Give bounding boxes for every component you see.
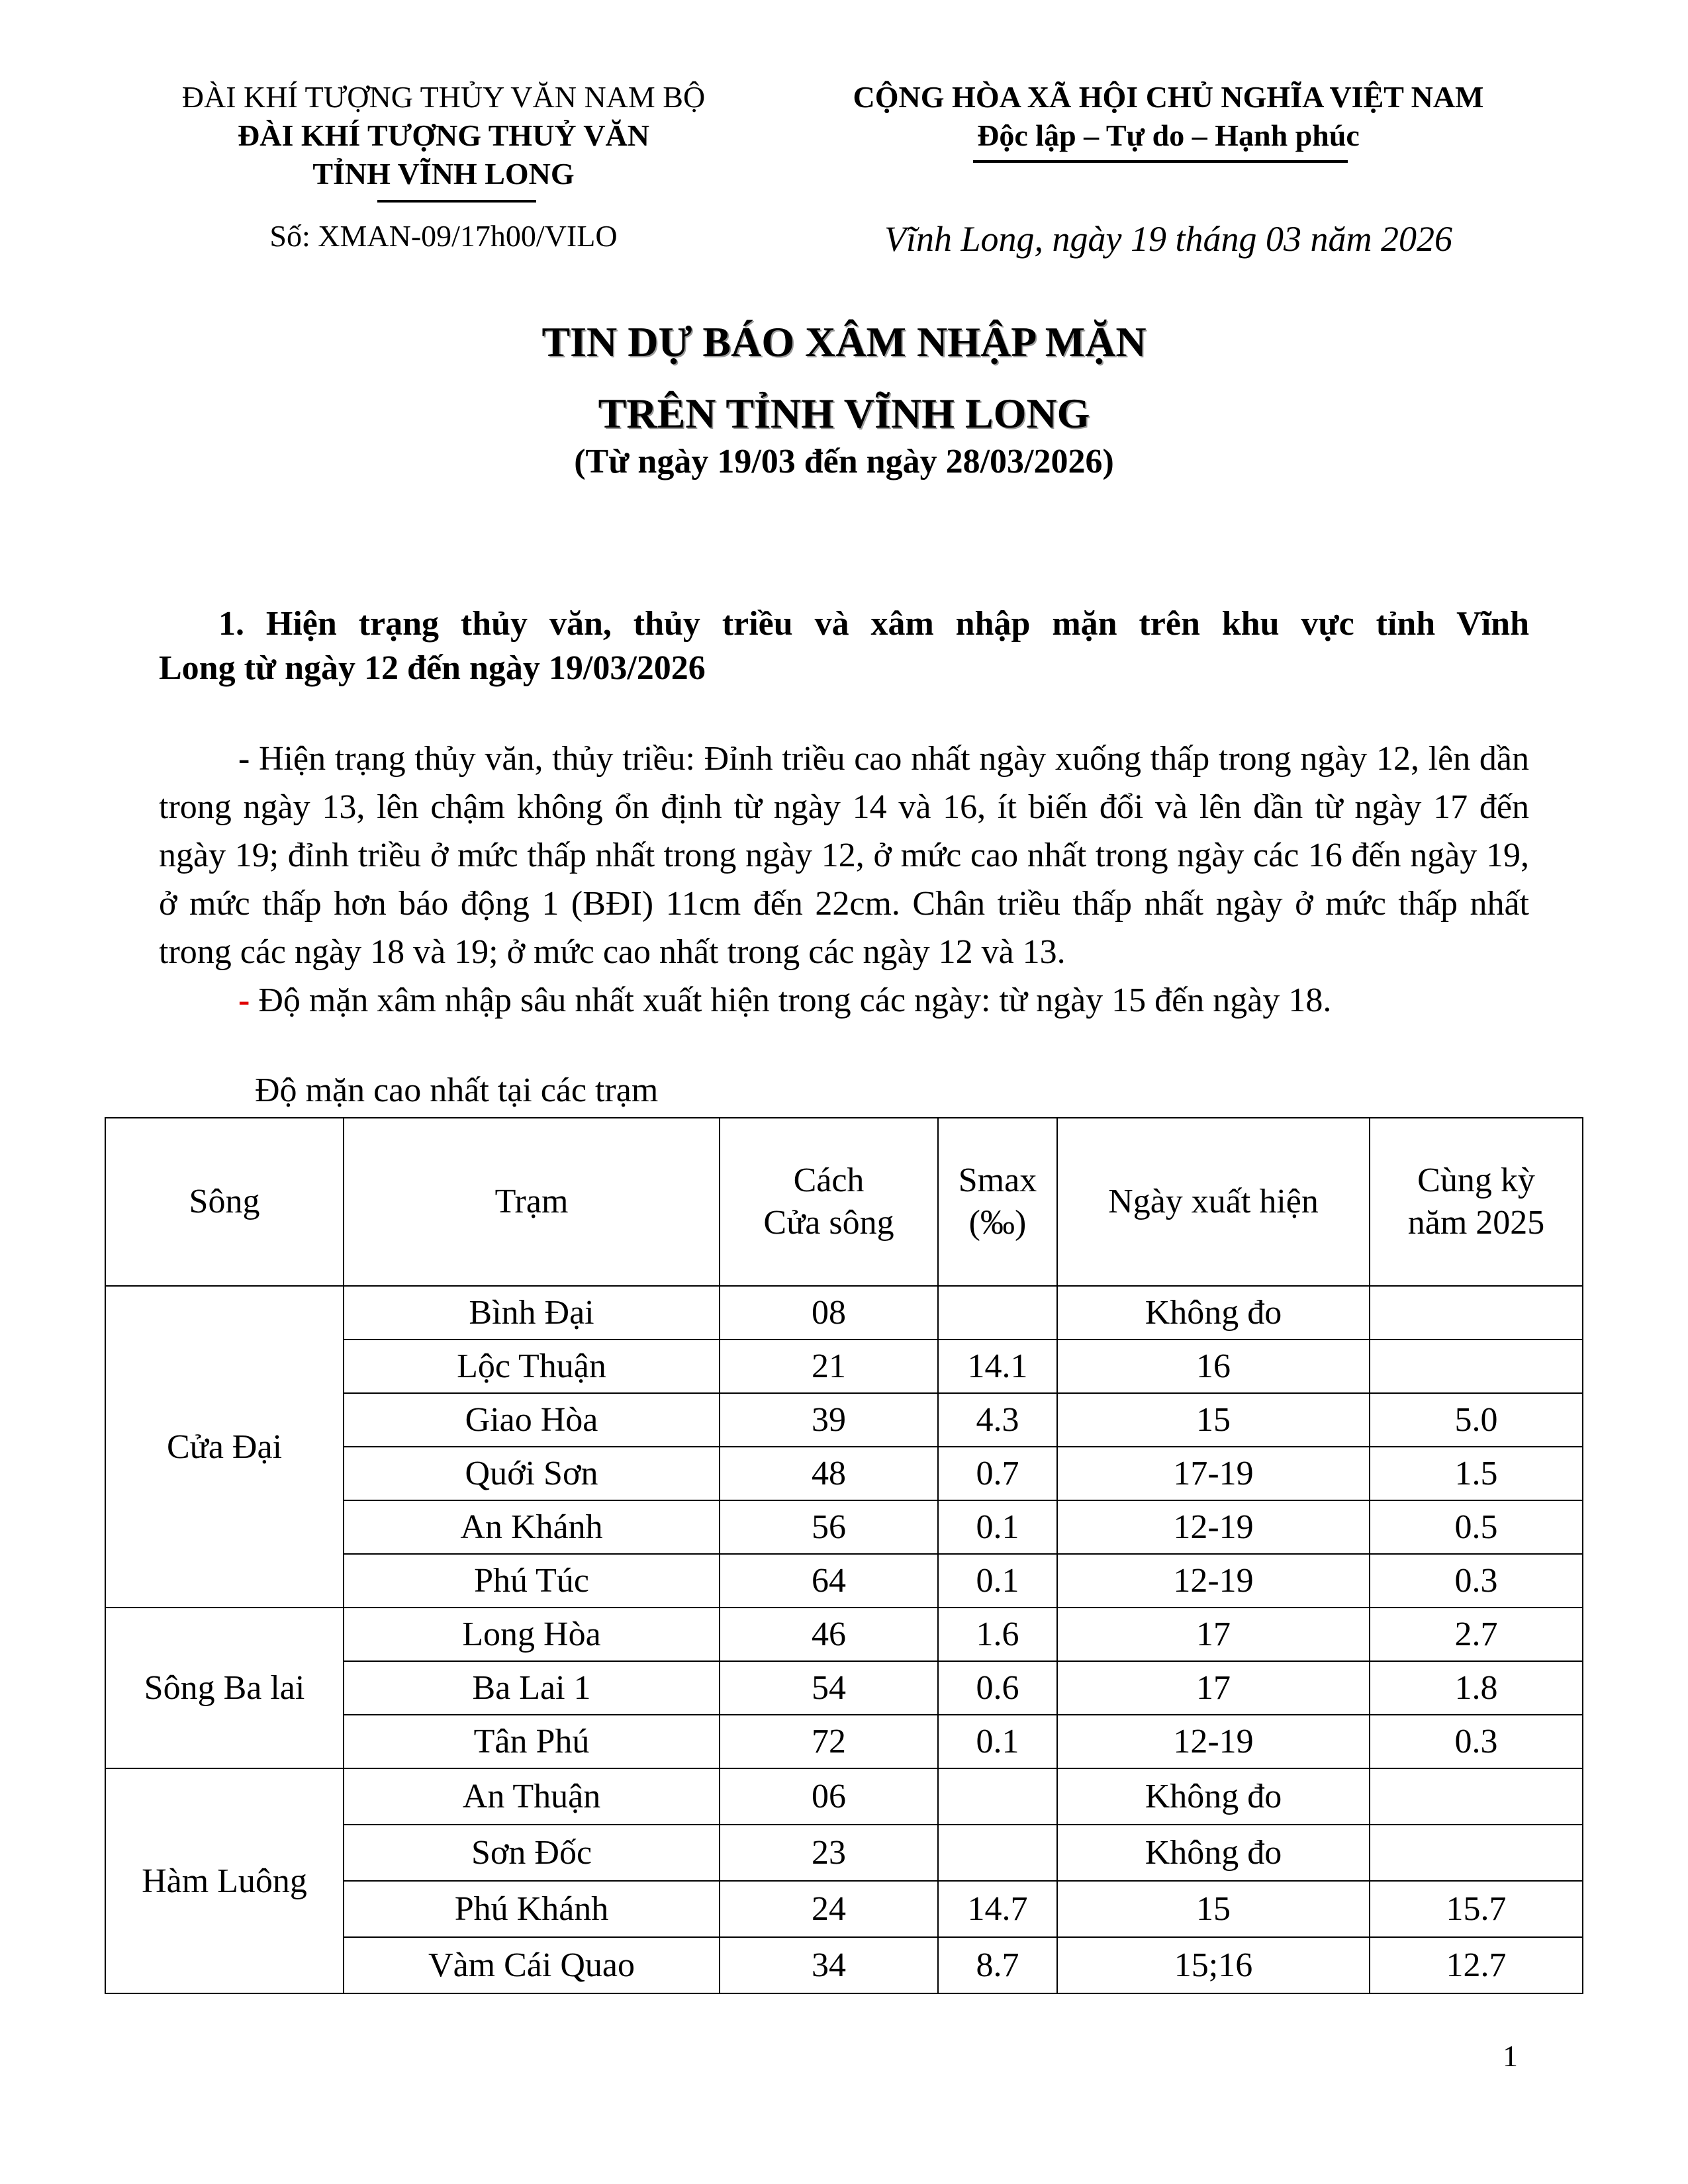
bullet-marker: -: [238, 740, 250, 778]
document-number: Số: XMAN-09/17h00/VILO: [269, 219, 618, 253]
header-date: Ngày xuất hiện: [1057, 1118, 1370, 1286]
bullet-marker-red: -: [238, 981, 250, 1019]
agency-name-line1: ĐÀI KHÍ TƯỢNG THUỶ VĂN: [238, 118, 649, 152]
distance-cell: 39: [720, 1393, 938, 1447]
table-row: [105, 1768, 1583, 1825]
prev-cell: 5.0: [1370, 1393, 1583, 1447]
distance-cell: 46: [720, 1608, 938, 1661]
salinity-status: [159, 976, 1529, 1024]
smax-cell: [938, 1768, 1057, 1825]
smax-cell: [938, 1825, 1057, 1881]
date-cell: 17-19: [1057, 1447, 1370, 1500]
station-cell: Long Hòa: [344, 1608, 720, 1661]
prev-cell: 1.8: [1370, 1661, 1583, 1715]
prev-cell: 0.5: [1370, 1500, 1583, 1554]
smax-cell: 0.7: [938, 1447, 1057, 1500]
agency-parent: ĐÀI KHÍ TƯỢNG THỦY VĂN NAM BỘ: [181, 80, 706, 114]
date-cell: 15: [1057, 1393, 1370, 1447]
river-cell: Sông Ba lai: [105, 1608, 344, 1768]
station-cell: Quới Sơn: [344, 1447, 720, 1500]
header-prev-l1: Cùng kỳ: [1417, 1161, 1535, 1199]
motto-underline: [973, 160, 1348, 163]
header-previous-year: [1370, 1118, 1583, 1286]
agency-block: [126, 78, 761, 193]
station-cell: Giao Hòa: [344, 1393, 720, 1447]
distance-cell: 21: [720, 1340, 938, 1393]
distance-cell: 08: [720, 1286, 938, 1340]
date-cell: 15;16: [1057, 1937, 1370, 1993]
date-cell: Không đo: [1057, 1825, 1370, 1881]
header-distance-l1: Cách: [793, 1161, 865, 1199]
smax-cell: 14.1: [938, 1340, 1057, 1393]
smax-cell: [938, 1286, 1057, 1340]
salinity-status-text: Độ mặn xâm nhập sâu nhất xuất hiện trong các ngày: từ ngày 15 đến ngày 18.: [258, 981, 1332, 1019]
prev-cell: [1370, 1768, 1583, 1825]
distance-cell: 54: [720, 1661, 938, 1715]
hydro-status-text: Hiện trạng thủy văn, thủy triều: Đỉnh triều cao nhất ngày xuống thấp trong ngày 12, lên dần trong ngày 13, lên chậm không ổn định từ ngày 14 và 16, ít biến đổi và lên dần từ ngày 17 đến ngày 19; đỉnh triều ở mức thấp nhất trong ngày 12, ở mức cao nhất trong ngày các 16 đến ngày 19, ở mức thấp hơn báo động 1 (BĐI) 11cm đến 22cm. Chân triều thấp nhất ngày ở mức thấp nhất trong các ngày 18 và 19; ở mức cao nhất trong các ngày 12 và 13.: [159, 740, 1529, 971]
date-cell: Không đo: [1057, 1286, 1370, 1340]
station-cell: Lộc Thuận: [344, 1340, 720, 1393]
header-distance: [720, 1118, 938, 1286]
date-cell: 12-19: [1057, 1500, 1370, 1554]
hydro-status: [159, 735, 1529, 976]
distance-cell: 48: [720, 1447, 938, 1500]
header-smax: [938, 1118, 1057, 1286]
section-heading-text: 1. Hiện trạng thủy văn, thủy triều và xâm nhập mặn trên khu vực tỉnh Vĩnh: [218, 605, 1529, 643]
distance-cell: 24: [720, 1881, 938, 1937]
header-distance-l2: Cửa sông: [763, 1204, 894, 1242]
document-title-line1: TIN DỰ BÁO XÂM NHẬP MẶN: [541, 318, 1147, 365]
table-row: [105, 1608, 1583, 1661]
header-smax-l1: Smax: [958, 1161, 1037, 1199]
smax-cell: 0.6: [938, 1661, 1057, 1715]
salinity-table: [105, 1117, 1583, 1994]
smax-cell: 1.6: [938, 1608, 1057, 1661]
agency-name-line2: TỈNH VĨNH LONG: [312, 157, 575, 191]
smax-cell: 0.1: [938, 1715, 1057, 1768]
smax-cell: 14.7: [938, 1881, 1057, 1937]
header-prev-l2: năm 2025: [1407, 1204, 1545, 1242]
prev-cell: [1370, 1825, 1583, 1881]
date-cell: 12-19: [1057, 1715, 1370, 1768]
prev-cell: 2.7: [1370, 1608, 1583, 1661]
distance-cell: 34: [720, 1937, 938, 1993]
station-cell: Ba Lai 1: [344, 1661, 720, 1715]
station-cell: Phú Khánh: [344, 1881, 720, 1937]
place-and-date: Vĩnh Long, ngày 19 tháng 03 năm 2026: [884, 219, 1452, 259]
distance-cell: 56: [720, 1500, 938, 1554]
date-cell: 12-19: [1057, 1554, 1370, 1608]
section-heading-line1: [159, 600, 1529, 649]
prev-cell: [1370, 1340, 1583, 1393]
national-header: [761, 78, 1575, 155]
river-cell: Cửa Đại: [105, 1286, 344, 1608]
country-name: CỘNG HÒA XÃ HỘI CHỦ NGHĨA VIỆT NAM: [853, 80, 1484, 114]
station-cell: Phú Túc: [344, 1554, 720, 1608]
station-cell: Sơn Đốc: [344, 1825, 720, 1881]
page-number: 1: [1503, 2039, 1518, 2073]
date-cell: 15: [1057, 1881, 1370, 1937]
prev-cell: 1.5: [1370, 1447, 1583, 1500]
prev-cell: 15.7: [1370, 1881, 1583, 1937]
table-row: [105, 1286, 1583, 1340]
hydro-paragraph: [159, 735, 1529, 1024]
distance-cell: 23: [720, 1825, 938, 1881]
national-motto: Độc lập – Tự do – Hạnh phúc: [977, 118, 1360, 152]
header-station: Trạm: [344, 1118, 720, 1286]
station-cell: An Khánh: [344, 1500, 720, 1554]
table-caption: Độ mặn cao nhất tại các trạm: [255, 1071, 659, 1109]
distance-cell: 06: [720, 1768, 938, 1825]
distance-cell: 72: [720, 1715, 938, 1768]
prev-cell: 12.7: [1370, 1937, 1583, 1993]
header-river: Sông: [105, 1118, 344, 1286]
smax-cell: 0.1: [938, 1554, 1057, 1608]
smax-cell: 0.1: [938, 1500, 1057, 1554]
section-heading-line2: Long từ ngày 12 đến ngày 19/03/2026: [159, 649, 706, 687]
station-cell: Vàm Cái Quao: [344, 1937, 720, 1993]
header-smax-l2: (‰): [968, 1204, 1027, 1242]
date-cell: 16: [1057, 1340, 1370, 1393]
date-cell: 17: [1057, 1608, 1370, 1661]
date-cell: 17: [1057, 1661, 1370, 1715]
station-cell: Tân Phú: [344, 1715, 720, 1768]
document-title-line2: TRÊN TỈNH VĨNH LONG: [598, 390, 1090, 437]
station-cell: Bình Đại: [344, 1286, 720, 1340]
prev-cell: 0.3: [1370, 1554, 1583, 1608]
prev-cell: [1370, 1286, 1583, 1340]
river-cell: Hàm Luông: [105, 1768, 344, 1993]
date-cell: Không đo: [1057, 1768, 1370, 1825]
agency-underline: [377, 200, 536, 203]
table-header-row: [105, 1118, 1583, 1286]
station-cell: An Thuận: [344, 1768, 720, 1825]
smax-cell: 8.7: [938, 1937, 1057, 1993]
forecast-period: (Từ ngày 19/03 đến ngày 28/03/2026): [574, 443, 1114, 480]
prev-cell: 0.3: [1370, 1715, 1583, 1768]
smax-cell: 4.3: [938, 1393, 1057, 1447]
distance-cell: 64: [720, 1554, 938, 1608]
